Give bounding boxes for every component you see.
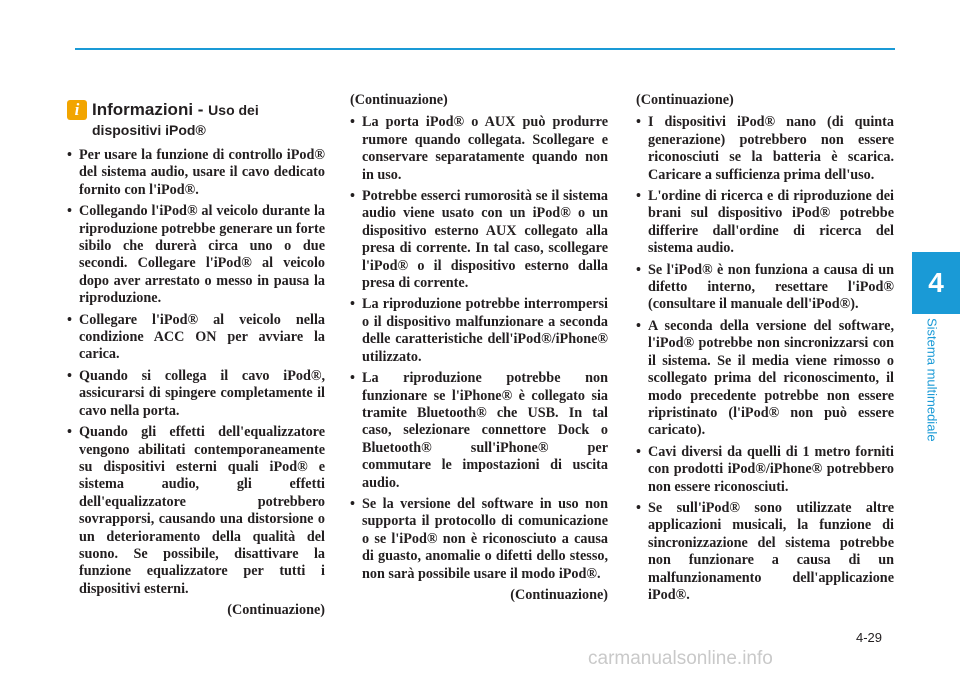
list-item: • Se sull'iPod® sono utilizzate altre applicazioni musicali, la funzione di sincronizzazione del sistema potrebbe non funzionare a causa di un malfunzionamento dell'applicazione iPod®. [636, 500, 894, 604]
page-number: 4-29 [856, 630, 883, 645]
list-item: • Per usare la funzione di controllo iPod® del sistema audio, usare il cavo dedicato fornito con l'iPod®. [67, 147, 325, 199]
list-item: • Se l'iPod® è non funziona a causa di un difetto interno, resettare l'iPod® (consultare il manuale dell'iPod®). [636, 262, 894, 314]
info-title-main: Informazioni - [92, 100, 209, 119]
column-2 [350, 92, 608, 604]
continuation-footer: (Continuazione) [227, 602, 325, 619]
column-1 [67, 92, 325, 620]
info-title-sub-1: Uso dei [208, 102, 259, 118]
continuation-footer: (Continuazione) [510, 586, 608, 603]
continuation-header: (Continuazione) [350, 92, 448, 108]
chapter-title: Sistema multimediale [924, 318, 940, 442]
info-icon: i [67, 100, 87, 120]
list-item: • Quando si collega il cavo iPod®, assicurarsi di spingere completamente il cavo nella porta. [67, 368, 325, 420]
continuation-header: (Continuazione) [636, 92, 734, 108]
column-1-list [67, 147, 325, 598]
chapter-number-tab: 4 [912, 252, 960, 314]
list-item: • Se la versione del software in uso non supporta il protocollo di comunicazione o se l'iPod® non è riconosciuto a causa di guasto, anomalie o difetti dello stesso, non sarà possibile usare il modo iPod®. [350, 496, 608, 583]
column-2-list [350, 114, 608, 583]
chapter-title-tab [922, 318, 942, 458]
list-item: • Collegare l'iPod® al veicolo nella condizione ACC ON per avviare la carica. [67, 312, 325, 364]
list-item: • I dispositivi iPod® nano (di quinta generazione) potrebbero non essere riconosciuti se la batteria è scarica. Caricare a sufficienza prima dell'uso. [636, 114, 894, 184]
column-3-list [636, 114, 894, 604]
list-item: • Cavi diversi da quelli di 1 metro forniti con prodotti iPod®/iPhone® potrebbero non essere riconosciuti. [636, 444, 894, 496]
list-item: • A seconda della versione del software, l'iPod® potrebbe non sincronizzarsi con il sistema. Se il media viene rimosso o scollegato prima del riconoscimento, il modo precedente potrebbe non essere ripristinato (l'iPod® non può essere caricato). [636, 318, 894, 440]
column-3 [636, 92, 894, 608]
watermark: carmanualsonline.info [588, 648, 773, 669]
list-item: • La riproduzione potrebbe interrompersi o il dispositivo malfunzionare a seconda delle caratteristiche dell'iPod®/iPhone® utilizzato. [350, 296, 608, 366]
list-item: • Collegando l'iPod® al veicolo durante la riproduzione potrebbe generare un forte sibilo che durerà circa uno o due secondi. Collegare l'iPod® al veicolo dopo aver arrestato o messo in pausa la riproduzione. [67, 203, 325, 307]
list-item: • Quando gli effetti dell'equalizzatore vengono abilitati contemporaneamente su dispositivi esterni quali iPod® e sistema audio, gli effetti dell'equalizzatore potrebbero sovrapporsi, causando una distorsione o un deterioramento della qualità del suono. Se possibile, disattivare la funzione equalizzatore per tutti i dispositivi esterni. [67, 424, 325, 598]
info-heading [67, 100, 325, 141]
list-item: • La riproduzione potrebbe non funzionare se l'iPhone® è collegato sia tramite Bluetooth® che USB. In tal caso, selezionare connettore Dock o Bluetooth® sull'iPhone® per commutare le impostazioni di uscita audio. [350, 370, 608, 492]
list-item: • La porta iPod® o AUX può produrre rumore quando collegata. Scollegare e conservare separatamente quando non in uso. [350, 114, 608, 184]
info-title-sub-2: dispositivi iPod® [92, 122, 206, 138]
info-title [92, 100, 259, 141]
list-item: • L'ordine di ricerca e di riproduzione dei brani sul dispositivo iPod® potrebbe differire dall'ordine di ricerca del sistema audio. [636, 188, 894, 258]
header-rule [75, 48, 895, 50]
list-item: • Potrebbe esserci rumorosità se il sistema audio viene usato con un iPod® o un dispositivo esterno AUX collegato alla presa di corrente. In tal caso, scollegare l'iPod® o il dispositivo esterno dalla presa di corrente. [350, 188, 608, 292]
